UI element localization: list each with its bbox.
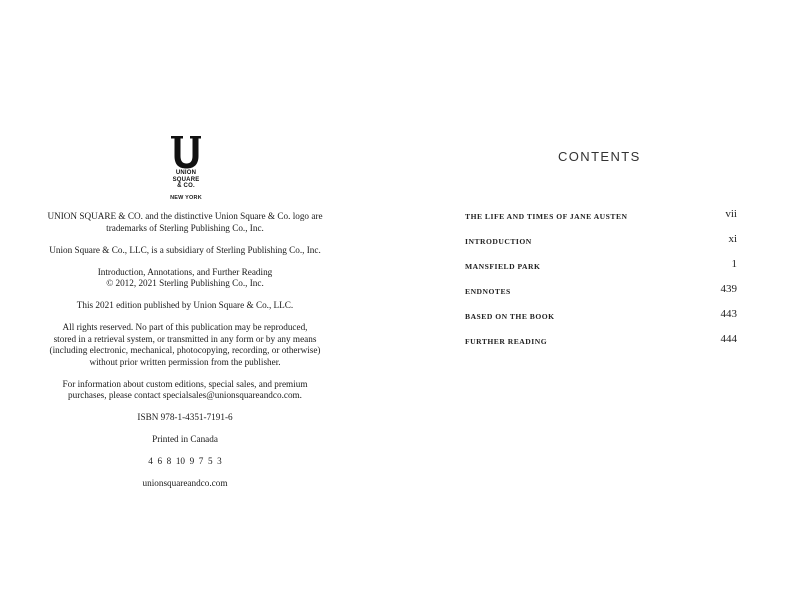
- contents-page: [393, 0, 786, 600]
- toc-entry-title: THE LIFE AND TIMES OF JANE AUSTEN: [465, 212, 628, 221]
- rights-notice: [30, 322, 340, 368]
- contents-title: CONTENTS: [558, 149, 641, 164]
- toc-entry-page: 439: [720, 283, 737, 295]
- sales-line-2: purchases, please contact specialsales@unionsquareandco.com.: [68, 390, 302, 400]
- sales-info: [30, 379, 340, 402]
- union-square-logo-icon: [169, 134, 203, 170]
- rights-line-3: (including electronic, mechanical, photocopying, recording, or otherwise): [49, 345, 321, 355]
- toc-entry[interactable]: [465, 231, 737, 256]
- trademark-notice: [30, 211, 340, 234]
- logo-line-2: SQUARE: [172, 176, 200, 183]
- print-line: 4 6 8 10 9 7 5 3: [148, 456, 222, 466]
- website: unionsquareandco.com: [142, 478, 228, 488]
- logo-line-1: UNION: [175, 170, 197, 176]
- rights-line-4: without prior written permission from the publisher.: [89, 356, 281, 367]
- intro-line-1: Introduction, Annotations, and Further Reading: [97, 266, 273, 277]
- toc-entry-title: ENDNOTES: [465, 287, 511, 296]
- edition-notice: This 2021 edition published by Union Square & Co., LLC.: [76, 300, 294, 310]
- logo-city: NEW YORK: [170, 194, 202, 201]
- toc-entry[interactable]: [465, 206, 737, 231]
- toc-entry[interactable]: [465, 256, 737, 281]
- publisher-logo: [160, 134, 212, 201]
- toc-entry[interactable]: [465, 281, 737, 306]
- subsidiary-notice: Union Square & Co., LLC, is a subsidiary of Sterling Publishing Co., Inc.: [49, 244, 321, 255]
- toc-entry-page: 444: [720, 333, 737, 345]
- table-of-contents: [465, 206, 737, 356]
- rights-line-1: All rights reserved. No part of this publication may be reproduced,: [62, 322, 308, 332]
- toc-entry-title: MANSFIELD PARK: [465, 262, 541, 271]
- sales-line-1: For information about custom editions, special sales, and premium: [62, 378, 308, 389]
- isbn: ISBN 978-1-4351-7191-6: [137, 412, 233, 422]
- toc-entry[interactable]: [465, 331, 737, 356]
- intro-copyright: [30, 267, 340, 290]
- toc-entry-title: INTRODUCTION: [465, 237, 532, 246]
- copyright-block: [30, 211, 340, 500]
- toc-entry[interactable]: [465, 306, 737, 331]
- logo-line-3: & CO.: [177, 183, 195, 189]
- toc-entry-page: 1: [731, 258, 737, 270]
- toc-entry-title: FURTHER READING: [465, 337, 548, 346]
- trademark-line-1: UNION SQUARE & CO. and the distinctive Union Square & Co. logo are: [47, 211, 323, 221]
- toc-entry-page: 443: [720, 308, 737, 320]
- printed-in: Printed in Canada: [152, 434, 218, 444]
- intro-line-2: © 2012, 2021 Sterling Publishing Co., Inc.: [106, 278, 264, 288]
- trademark-line-2: trademarks of Sterling Publishing Co., Inc.: [106, 222, 264, 233]
- rights-line-2: stored in a retrieval system, or transmitted in any form or by any means: [53, 333, 317, 344]
- toc-entry-page: xi: [728, 233, 737, 245]
- toc-entry-title: BASED ON THE BOOK: [465, 312, 555, 321]
- toc-entry-page: vii: [725, 208, 737, 220]
